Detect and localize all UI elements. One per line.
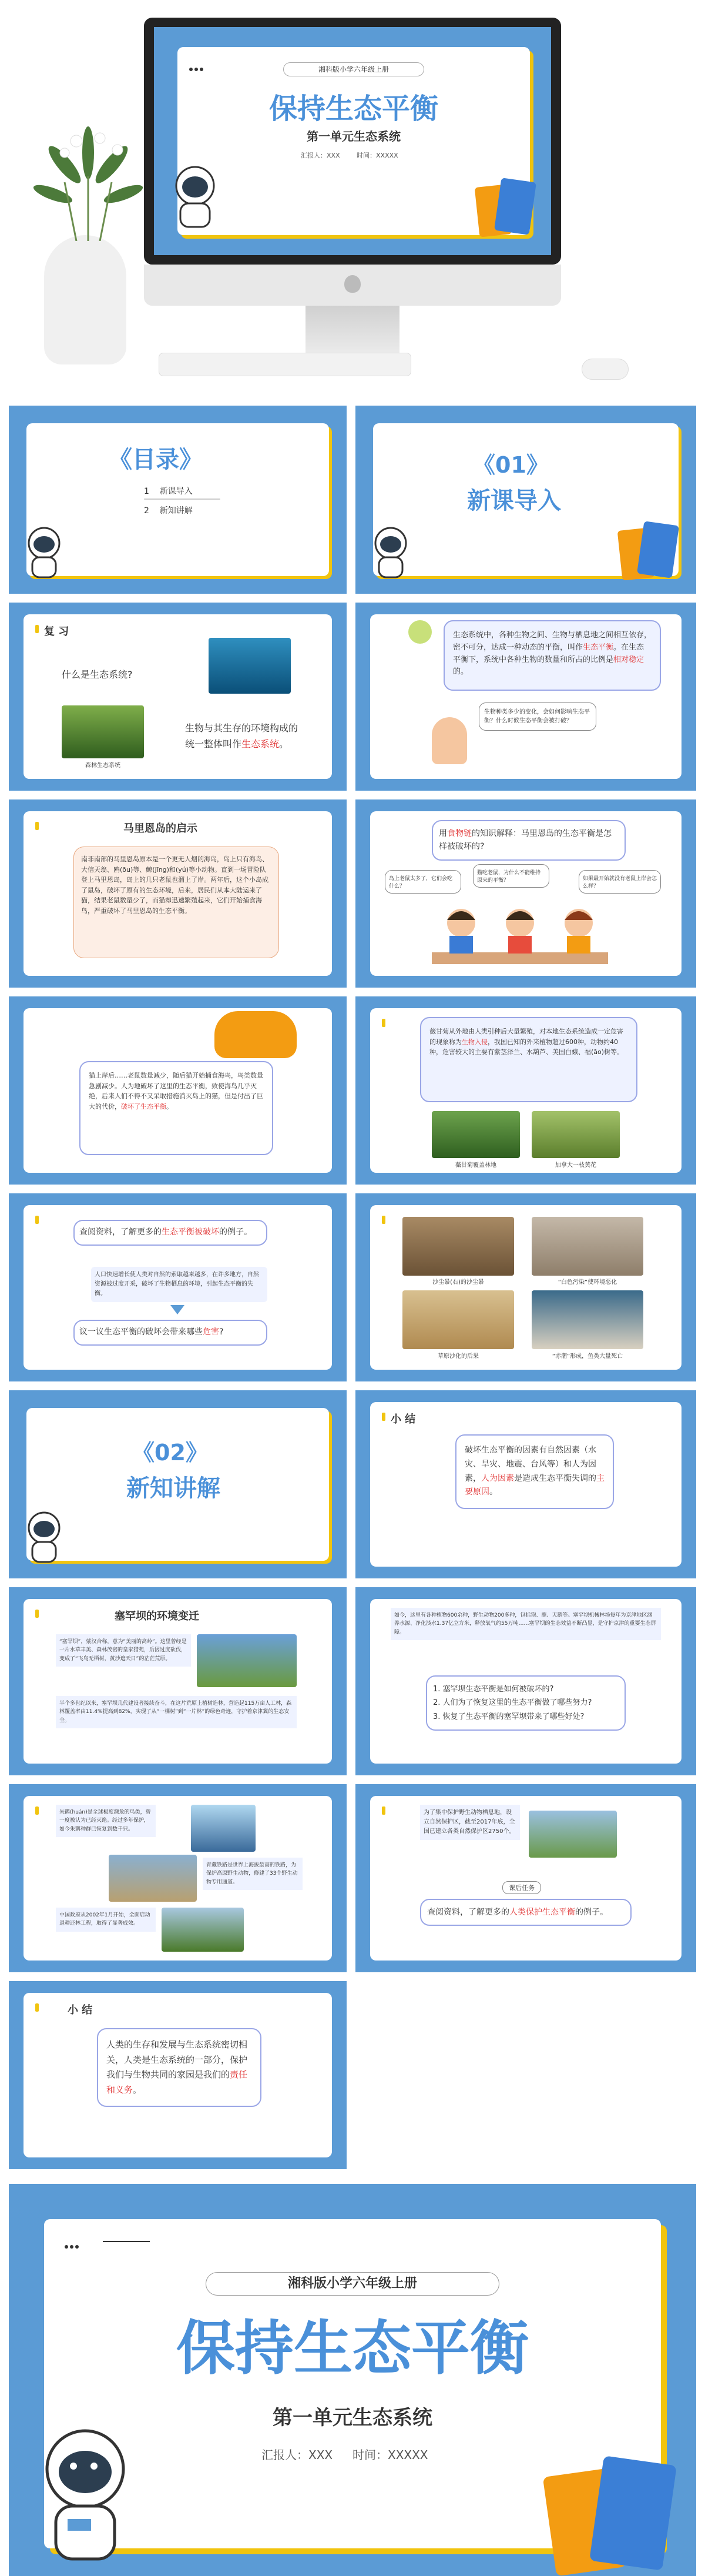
closing-title: 保持生态平衡	[176, 2314, 529, 2383]
hero-section	[0, 0, 705, 400]
books-icon	[549, 2448, 684, 2572]
toc-title: 《目录》	[109, 446, 203, 473]
plant-leaves	[29, 123, 147, 241]
astronaut-icon	[21, 523, 68, 582]
monitor-stand	[306, 306, 400, 359]
pollution-photo	[532, 1217, 643, 1276]
section-label: 新知讲解	[126, 1475, 220, 1502]
slide-section-02	[9, 1390, 347, 1578]
balance-bubble: 生态系统中，各种生物之间、生物与栖息地之间相互依存，密不可分，达成一种动态的平衡，叫作生态平衡。在生态平衡下，系统中各种生物的数量和所占的比例是相对稳定的。	[444, 620, 661, 691]
books-icon	[471, 168, 542, 250]
slide-closing	[9, 2184, 696, 2576]
slide-food-chain	[355, 799, 696, 988]
island-text-box: 南非南部的马里恩岛原本是一个更无人烟的海岛，岛上只有海鸟、大信天翁、鸥(ōu)等、鲸(jīng)和(yú)等小动物。直到一场冒险队登上马里恩岛，岛上的几只老鼠也溜上了岸。两年后，这个小岛成了鼠岛，破坏了原有的生态环境，后来，居民们从本大陆运来了猫，结果老鼠数量少了，而猫却迅速繁殖起来，它们开始捕食海鸟，严重破坏了马里恩岛的生态平衡。	[73, 847, 279, 958]
kid-bubble-left: 岛上老鼠太多了，它们会吃什么？	[385, 870, 461, 894]
astronaut-icon	[367, 523, 414, 582]
review-answer: 生物与其生存的环境构成的统一整体叫作生态系统。	[185, 722, 298, 750]
reforest-note: 中国政府从2002年1月开始，全面启动退耕还林工程，取得了显著成效。	[56, 1908, 156, 1932]
astronaut-icon	[26, 2419, 144, 2572]
slide-saihanba	[9, 1587, 347, 1775]
section-label: 新课导入	[467, 487, 561, 514]
astronaut-icon	[21, 1508, 68, 1567]
summary-text: 人类的生存和发展与生态系统密切相关，人类是生态系统的一部分，保护我们与生物共同的家园是我们的责任和义务。	[97, 2028, 261, 2107]
desert-photo	[402, 1290, 514, 1349]
slide-summary-1	[355, 1390, 696, 1578]
review-heading: 复 习	[44, 625, 69, 638]
closing-reporter: 汇报人：XXX	[261, 2448, 333, 2462]
arrow-down-icon	[170, 1305, 184, 1314]
lightbulb-icon	[408, 620, 432, 644]
saihanba-para2: 半个多世纪以来，塞罕坝几代建设者接续奋斗，在这片荒原上植树造林，营造起115万亩人工林，森林覆盖率由11.4%提高到82%，实现了从“一棵树”到“一片林”的绿色奇迹，守护着京津冀的生态安全。	[56, 1696, 297, 1728]
sandstorm-photo	[402, 1217, 514, 1276]
review-question: 什么是生态系统?	[62, 669, 133, 680]
books-icon	[620, 517, 690, 588]
section-number: 《01》	[473, 452, 549, 478]
saihanba-para1: “塞罕坝”，蒙汉合称，意为“美丽的高岭”。这里曾经是一片水草丰美、森林茂密的皇家猎苑，后因过度砍伐，变成了“飞鸟无栖树，黄沙遮天日”的茫茫荒原。	[56, 1634, 191, 1667]
forest-photo	[62, 705, 144, 758]
thinking-kid-icon	[432, 717, 467, 764]
slide-protection-2	[355, 1784, 696, 1972]
hero-subtitle-pill: 湘科版小学六年级上册	[283, 62, 424, 76]
slide-review: 复 习 什么是生态系统? 森林生态系统 生物与其生存的环境构成的统一整体叫作生态系统。	[9, 603, 347, 791]
reserve-photo	[529, 1811, 617, 1858]
summary-heading: 小 结	[68, 2004, 93, 2016]
dots	[189, 62, 205, 73]
closing-time: 时间：XXXXX	[352, 2448, 428, 2462]
examples-prompt: 查阅资料，了解更多的生态平衡被破坏的例子。	[73, 1220, 267, 1246]
slide-invasive: 薇甘菊从外地由人类引种后大量繁殖，对本地生态系统造成一定危害的现象称为生物入侵，我国已知的外来植物超过600种，动物约40种，危害较大的主要有紫茎泽兰、水葫芦、美国白蛾、福(āo)树等。 薇甘菊覆盖林地 加拿大一枝黄花	[355, 996, 696, 1185]
reserve-note: 为了集中保护野生动物栖息地，设立自然保护区，截至2017年底，全国已建立各类自然保护区2750个。	[420, 1805, 520, 1840]
examples-note: 人口快速增长使人类对自然的索取越来越多，在许多地方，自然资源被过度开采，破坏了生物栖息的环境，引起生态平衡的失衡。	[91, 1267, 267, 1302]
closing-subtitle-pill: 湘科版小学六年级上册	[206, 2272, 499, 2296]
slide-section-01	[355, 406, 696, 594]
invasive-text: 薇甘菊从外地由人类引种后大量繁殖，对本地生态系统造成一定危害的现象称为生物入侵，我国已知的外来植物超过600种，动物约40种，危害较大的主要有紫茎泽兰、水葫芦、美国白蛾、福(āo)树等。	[420, 1017, 637, 1102]
examples-question: 议一议生态平衡的破坏会带来哪些危害?	[73, 1320, 267, 1346]
island-heading: 马里恩岛的启示	[123, 822, 197, 835]
slide-cats	[9, 996, 347, 1185]
section-number: 《02》	[132, 1440, 208, 1466]
kid-bubble-mid: 猫吃老鼠，为什么不能维持原来的平衡？	[473, 864, 549, 888]
dots	[65, 2240, 80, 2251]
astronaut-icon	[166, 162, 224, 233]
saihanba-heading: 塞罕坝的环境变迁	[115, 1610, 199, 1622]
hero-unit: 第一单元生态系统	[307, 129, 401, 143]
cats-text: 猫上岸后……老鼠数量减少，随后猫开始捕食海鸟，鸟类数量急剧减少。人为地破坏了这里的生态平衡，致使海鸟几乎灭绝，后来人们不得不又采取措施消灭岛上的猫，但是付出了巨大的代价，破坏了生态平衡。	[79, 1061, 273, 1155]
keyboard	[159, 353, 411, 376]
slide-toc	[9, 406, 347, 594]
slide-protection-1	[9, 1784, 347, 1972]
questions-box: 1. 塞罕坝生态平衡是如何被破坏的? 2. 人们为了恢复这里的生态平衡做了哪些努力? 3. 恢复了生态平衡的塞罕坝带来了哪些好处?	[426, 1675, 626, 1731]
cat-illustration	[214, 1011, 297, 1058]
monitor-screen	[154, 27, 551, 255]
railway-note: 青藏铁路是世界上海拔最高的铁路，为保护高原野生动物，修建了33个野生动物专用通道。	[203, 1858, 303, 1890]
slide-summary-2	[9, 1981, 347, 2169]
hero-time: 时间：XXXXX	[357, 152, 398, 159]
saihanba-photo	[197, 1634, 297, 1687]
slide-island	[9, 799, 347, 988]
slide-balance	[355, 603, 696, 791]
ibis-note: 朱鹮(huán)是全球极度濒危的鸟类，曾一度被认为已经灭绝。经过多年保护，如今朱鹮种群已恢复到数千只。	[56, 1805, 156, 1837]
saihanba-intro: 如今，这里有各种植物600余种，野生动物200多种，包括狍、鹿、天鹅等。塞罕坝机械林场每年为京津地区涵养水源、净化淡水1.37亿立方米，释放氧气约55万吨……塞罕坝的生态效益不断凸显，是守护京津的重要生态屏障。	[391, 1608, 661, 1640]
goldenrod-photo	[532, 1111, 620, 1158]
apple-logo-icon	[344, 275, 361, 293]
thought-bubble: 生物种类多少的变化，会如何影响生态平衡？什么时候生态平衡会被打破？	[479, 702, 596, 731]
summary-text: 破坏生态平衡的因素有自然因素（水灾、旱灾、地震、台风等）和人为因素，人为因素是造成生态平衡失调的主要原因。	[455, 1434, 614, 1509]
hero-reporter: 汇报人：XXX	[301, 152, 340, 159]
hero-title: 保持生态平衡	[268, 92, 438, 125]
summary-heading: 小 结	[391, 1413, 416, 1426]
kid-bubble-right: 如果最开始就没有老鼠上岸会怎么样？	[579, 870, 661, 894]
mouse	[582, 359, 629, 380]
task-text: 查阅资料，了解更多的人类保护生态平衡的例子。	[420, 1899, 632, 1926]
slide-examples	[9, 1193, 347, 1381]
ocean-photo	[209, 638, 291, 694]
toc-item[interactable]: 2 新知讲解	[144, 506, 193, 516]
food-chain-question: 用食物链的知识解释：马里恩岛的生态平衡是怎样被破坏的?	[432, 820, 626, 861]
red-tide-photo	[532, 1290, 643, 1349]
hills-photo	[162, 1908, 244, 1952]
slide-disasters: 沙尘暴(右)的沙尘暴 “白色污染”使环境恶化 草原沙化的后果 “赤潮”形成，鱼类大量死亡	[355, 1193, 696, 1381]
kids-illustration	[420, 899, 620, 970]
plant-vase	[44, 235, 126, 364]
closing-unit: 第一单元生态系统	[273, 2406, 432, 2430]
vine-photo	[432, 1111, 520, 1158]
task-tag: 课后任务	[502, 1881, 541, 1894]
toc-item[interactable]: 1 新课导入	[144, 487, 193, 496]
railway-photo	[109, 1855, 197, 1902]
slide-saihanba-questions	[355, 1587, 696, 1775]
bird-photo	[191, 1805, 256, 1852]
